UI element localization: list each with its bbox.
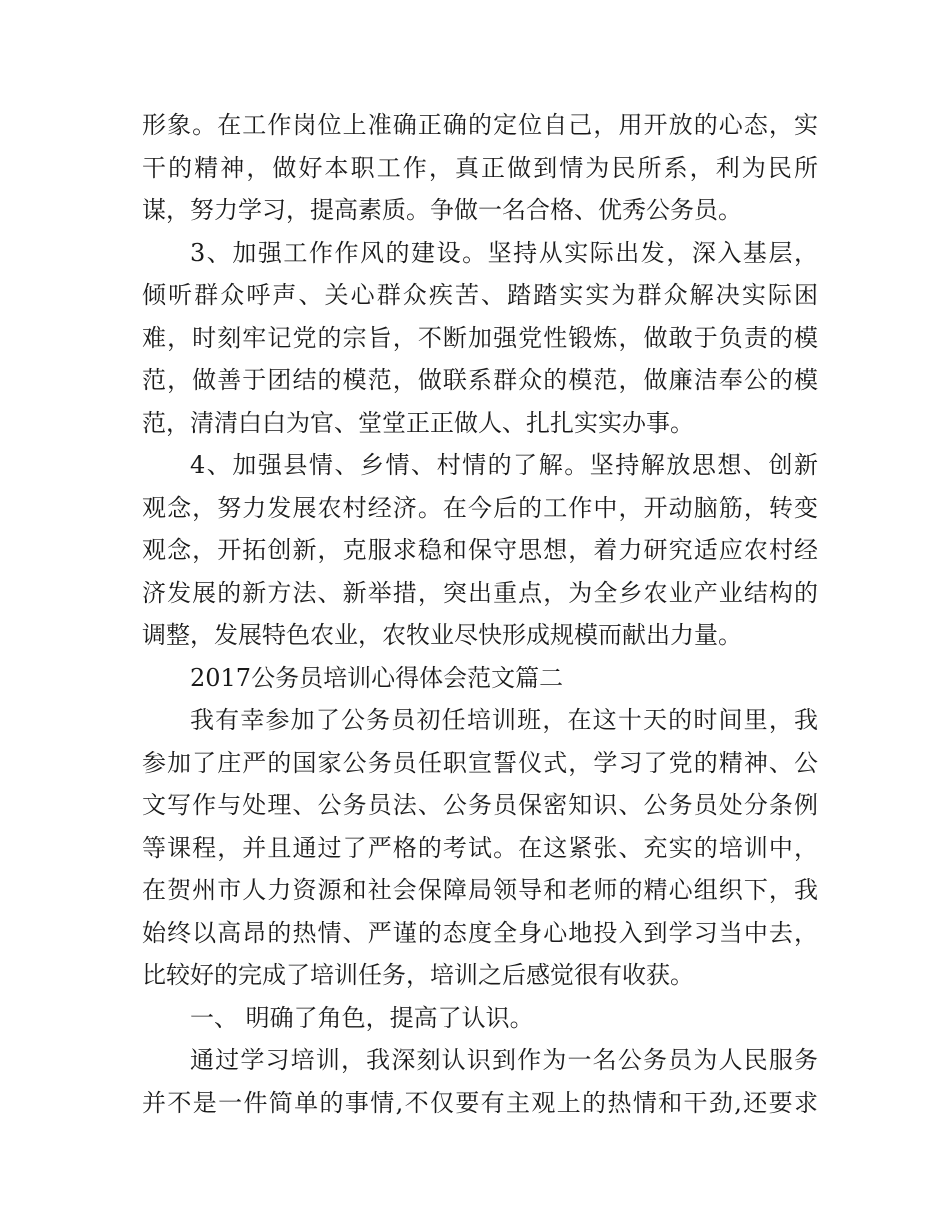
document-body xyxy=(142,104,818,1124)
text-line: 我有幸参加了公务员初任培训班，在这十天的时间里，我 xyxy=(190,706,818,734)
text-line: 比较好的完成了培训任务，培训之后感觉很有收获。 xyxy=(142,961,694,989)
text-line: 干的精神，做好本职工作，真正做到情为民所系，利为民所 xyxy=(142,153,818,182)
text-line: 难，时刻牢记党的宗旨，不断加强党性锻炼，做敢于负责的模 xyxy=(142,323,818,352)
text-line: 形象。在工作岗位上准确正确的定位自己，用开放的心态，实 xyxy=(142,111,818,139)
text-line: 观念，努力发展农村经济。在今后的工作中，开动脑筋，转变 xyxy=(142,493,818,522)
text-line: 一、 明确了角色，提高了认识。 xyxy=(190,1003,534,1032)
text-line: 文写作与处理、公务员法、公务员保密知识、公务员处分条例 xyxy=(142,791,818,819)
text-line: 谋，努力学习，提高素质。争做一名合格、优秀公务员。 xyxy=(142,196,742,224)
text-line: 济发展的新方法、新举措，突出重点，为全乡农业产业结构的 xyxy=(142,578,818,607)
text-line: 3、加强工作作风的建设。坚持从实际出发，深入基层， xyxy=(190,238,818,267)
text-line: 4、加强县情、乡情、村情的了解。坚持解放思想、创新 xyxy=(190,451,818,479)
text-line: 始终以高昂的热情、严谨的态度全身心地投入到学习当中去， xyxy=(142,918,818,947)
text-line: 并不是一件简单的事情,不仅要有主观上的热情和干劲,还要求 xyxy=(142,1088,818,1117)
text-line: 范，做善于团结的模范，做联系群众的模范，做廉洁奉公的模 xyxy=(142,366,818,394)
text-line: 范，清清白白为官、堂堂正正做人、扎扎实实办事。 xyxy=(142,408,694,437)
text-line: 2017公务员培训心得体会范文篇二 xyxy=(190,663,564,692)
text-line: 倾听群众呼声、关心群众疾苦、踏踏实实为群众解决实际困 xyxy=(142,281,818,309)
text-line: 调整，发展特色农业，农牧业尽快形成规模而献出力量。 xyxy=(142,621,742,649)
text-line: 等课程，并且通过了严格的考试。在这紧张、充实的培训中， xyxy=(142,833,818,862)
text-line: 通过学习培训，我深刻认识到作为一名公务员为人民服务 xyxy=(190,1046,818,1074)
text-line: 参加了庄严的国家公务员任职宣誓仪式，学习了党的精神、公 xyxy=(142,748,818,777)
text-line: 观念，开拓创新，克服求稳和保守思想，着力研究适应农村经 xyxy=(142,536,818,564)
text-line: 在贺州市人力资源和社会保障局领导和老师的精心组织下，我 xyxy=(142,876,818,904)
